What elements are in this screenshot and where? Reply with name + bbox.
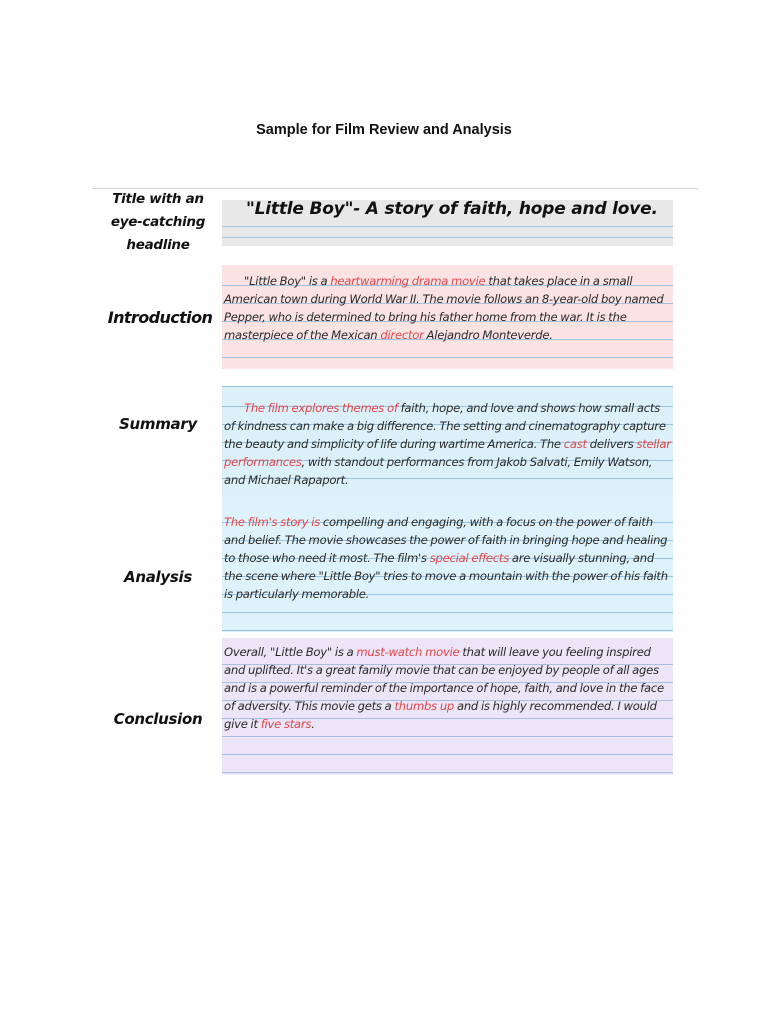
text-segment: are visually stunning, and the scene where "Little Boy" tries to move a mountain with the power of his faith is particularly memorable. xyxy=(224,551,668,601)
highlighted-phrase: director xyxy=(380,328,424,342)
text-segment: delivers xyxy=(586,437,637,451)
highlighted-phrase: The film explores themes of xyxy=(244,401,398,415)
text-segment: Alejandro Monteverde. xyxy=(423,328,553,342)
label-line: Title with an xyxy=(112,191,204,207)
highlighted-phrase: The film's story is xyxy=(224,515,320,529)
highlighted-phrase: stellar performances xyxy=(224,437,671,469)
summary-label: Summary xyxy=(119,415,197,433)
document-title: Sample for Film Review and Analysis xyxy=(256,122,512,138)
highlighted-phrase: cast xyxy=(563,437,587,451)
highlighted-phrase: must-watch movie xyxy=(356,645,460,659)
text-segment: "Little Boy" is a xyxy=(244,274,331,288)
text-segment: faith, hope, and love and shows how small acts of kindness can make a big difference. The setting and cinematography capture the beauty and simplicity of life during wartime America. The xyxy=(224,401,666,451)
analysis-label: Analysis xyxy=(124,568,192,586)
text-segment: Overall, "Little Boy" is a xyxy=(224,645,357,659)
highlighted-phrase: special effects xyxy=(429,551,509,565)
text-segment: . xyxy=(311,717,315,731)
text-segment: , with standout performances from Jakob Salvati, Emily Watson, and Michael Rapaport. xyxy=(224,455,653,487)
analysis-paragraph xyxy=(224,513,672,603)
label-line: eye-catching xyxy=(110,214,206,230)
label-line: headline xyxy=(126,237,190,253)
highlighted-phrase: five stars xyxy=(260,717,312,731)
highlighted-phrase: thumbs up xyxy=(394,699,455,713)
title-section-label xyxy=(100,188,216,257)
introduction-paragraph xyxy=(224,272,672,344)
conclusion-paragraph xyxy=(224,643,672,733)
text-segment: and is highly recommended. I would give it xyxy=(224,699,657,731)
conclusion-label: Conclusion xyxy=(113,710,203,728)
review-headline: "Little Boy"- A story of faith, hope and love. xyxy=(246,199,658,219)
introduction-label: Introduction xyxy=(107,308,213,327)
text-segment: that will leave you feeling inspired and uplifted. It's a great family movie that can be enjoyed by people of all ages and is a powerful reminder of the importance of hope, faith, and love in the face of adversity. This movie gets a xyxy=(224,645,664,713)
highlighted-phrase: heartwarming drama movie xyxy=(330,274,486,288)
text-segment: that takes place in a small American town during World War II. The movie follows an 8-year-old boy named Pepper, who is determined to bring his father home from the war. It is the masterpiece of the Mexican xyxy=(224,274,664,342)
text-segment: compelling and engaging, with a focus on the power of faith and belief. The movie showcases the power of faith in bringing hope and healing to those who need it most. The film's xyxy=(224,515,668,565)
summary-paragraph xyxy=(224,399,672,489)
